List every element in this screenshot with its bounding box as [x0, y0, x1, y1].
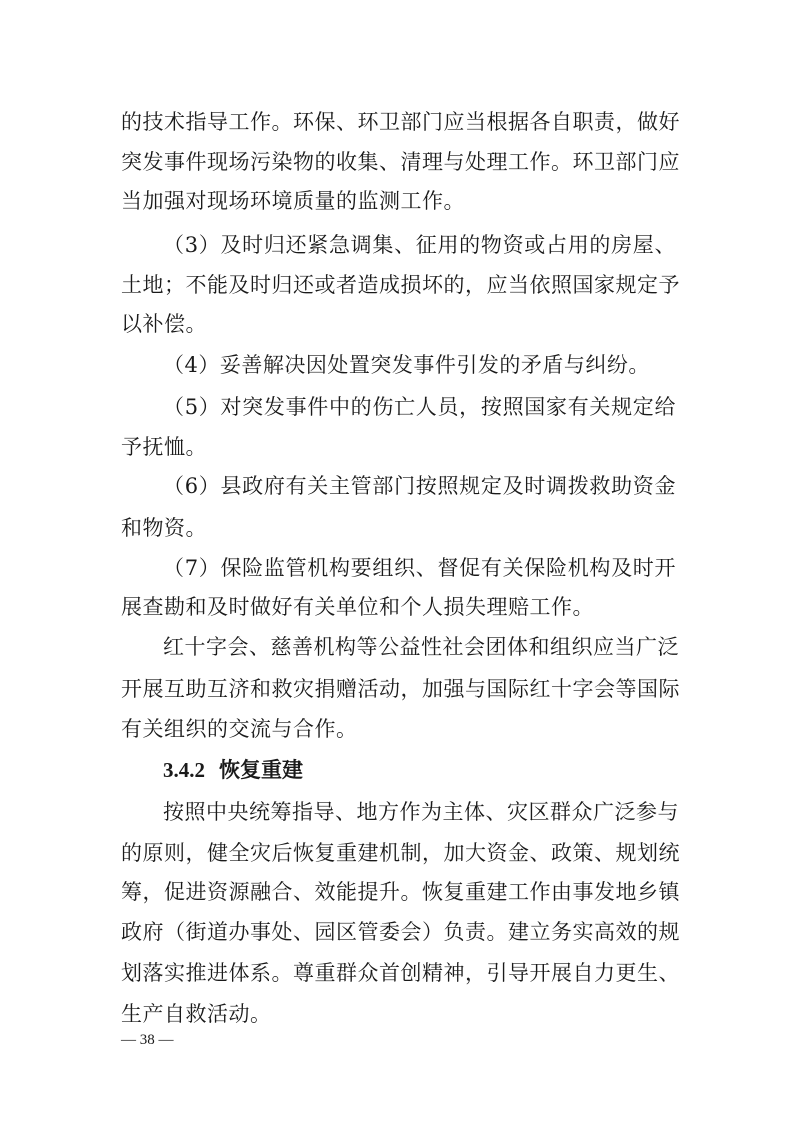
paragraph-line: （5）对突发事件中的伤亡人员，按照国家有关规定给 [163, 395, 676, 419]
page-number: — 38 — [121, 1032, 174, 1048]
paragraph-line: 生产自救活动。 [121, 1002, 272, 1026]
paragraph-line: （3）及时归还紧急调集、征用的物资或占用的房屋、 [163, 233, 676, 257]
paragraph-line: 当加强对现场环境质量的监测工作。 [121, 189, 465, 213]
paragraph-line: 开展互助互济和救灾捐赠活动，加强与国际红十字会等国际 [121, 677, 680, 701]
paragraph-line: 突发事件现场污染物的收集、清理与处理工作。环卫部门应 [121, 150, 680, 174]
paragraph-line: 红十字会、慈善机构等公益性社会团体和组织应当广泛 [163, 635, 679, 659]
paragraph-line: （6）县政府有关主管部门按照规定及时调拨救助资金 [163, 474, 676, 498]
paragraph-line: 政府（街道办事处、园区管委会）负责。建立务实高效的规 [121, 920, 680, 944]
section-title: 恢复重建 [219, 758, 303, 782]
paragraph-line: 和物资。 [121, 516, 207, 540]
paragraph-line: 予抚恤。 [121, 435, 207, 459]
paragraph-line: 的原则，健全灾后恢复重建机制，加大资金、政策、规划统 [121, 841, 680, 865]
paragraph-line: （4）妥善解决因处置突发事件引发的矛盾与纠纷。 [163, 353, 650, 377]
paragraph-line: 展查勘和及时做好有关单位和个人损失理赔工作。 [121, 595, 594, 619]
paragraph-line: 有关组织的交流与合作。 [121, 717, 358, 741]
section-number: 3.4.2 [163, 758, 205, 782]
paragraph-line: 以补偿。 [121, 312, 207, 336]
paragraph-line: （7）保险监管机构要组织、督促有关保险机构及时开 [163, 556, 676, 580]
paragraph-line: 划落实推进体系。尊重群众首创精神，引导开展自力更生、 [121, 961, 680, 985]
paragraph-line: 筹，促进资源融合、效能提升。恢复重建工作由事发地乡镇 [121, 880, 680, 904]
section-heading [163, 755, 303, 785]
paragraph-line: 的技术指导工作。环保、环卫部门应当根据各自职责，做好 [121, 110, 680, 134]
paragraph-line: 按照中央统筹指导、地方作为主体、灾区群众广泛参与 [163, 800, 679, 824]
paragraph-line: 土地；不能及时归还或者造成损坏的，应当依照国家规定予 [121, 273, 680, 297]
